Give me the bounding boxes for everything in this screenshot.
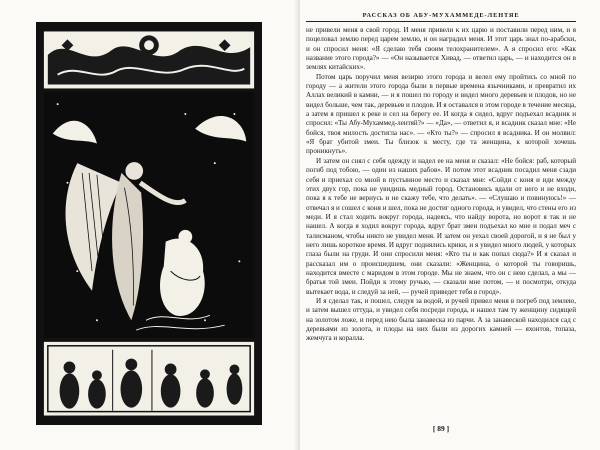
running-head: РАССКАЗ ОБ АБУ-МУХАММЕДЕ-ЛЕНТЯЕ bbox=[362, 12, 520, 19]
engraving-illustration bbox=[36, 22, 262, 425]
paragraph: И затем он снял с себя одежду и надел ее на меня и сказал: «Не бойся: раб, который погиб под тобою, — один из наших рабов». И потом этот всадник посадил меня сзади себя и приехал со мной в пустынное место и сказал мне: «Сойди с коня и иди между этих двух гор, пока не увидишь медный город. Остановись вдали от него и не входи, пока я к тебе не вернусь и не скажу тебе, что делать». — «Слушаю и повинуюсь!» — отвечал я и сошел с коня и шел, пока не достиг одного города, и увидел, что стены его из меди. И я стал ходить вокруг города, надеясь, что найду ворота, но ворот я так и не нашел. А когда я ходил вокруг города, вдруг брат змеи подъехал ко мне и подал меч с талисманом, чтобы никто не увидел меня. И затем он уехал своей дорогой, и я не был у него лишь короткое время. И вдруг поднялись крики, и я увидел много людей, у которых глаза были на груди. И они спросили меня: «Кто ты и как попал сюда?» И я сказал и рассказал им о происшедшем, они сказали: «Женщина, о которой ты говоришь, находится вместе с маридом в этом городе. Мы не знаем, что он с нею сделал, а мы — братья той змеи. Пойди к этому ручью, — сказали мне потом, — и посмотри, откуда вытекает вода, и следуй за ней, — ручей приведет тебя в город». bbox=[306, 156, 576, 296]
paragraph: Потом царь поручил меня везирю этого города и велел ему пройтись со мной по городу — а жители этого города были в первые времена язычниками, и превратил их Аллах великий в камни, — и я пошел по городу и видел много деревьев и плодов, но не видел больше, чем так, деревьев и плодов. И я оставался в этом городе в течение месяца, а затем я пришел к реке и сел на берегу ее. И когда я сидел, вдруг подъехал всадник и спросил: «Ты Абу-Мухаммед-лентяй?» — «Да», — ответил я, и всадник сказал мне: «Не бойся, твоя милость достигла нас». — «Кто ты?» — спросил я всадника. И он молвил: «Я брат убитой змеи. Ты близок к месту, где та женщина, к которой хочешь проникнуть». bbox=[306, 72, 576, 156]
running-head-rule bbox=[306, 21, 576, 22]
paragraph: не привели меня в свой город. И меня привели к их царю и поставили перед ним, и я поцеловал землю перед царем землю, и он наградил меня. И этот царь знал по-арабски, и он спросил меня: «Я сделаю тебя своим телохранителем». А я спросил его: «Как название этого города?» — «Он называется Хивад, — ответил царь, — и находится он в землях китайских». bbox=[306, 26, 576, 72]
engraving-artwork bbox=[38, 24, 260, 423]
body-text bbox=[306, 26, 576, 344]
page-number: [ 89 ] bbox=[432, 424, 450, 433]
paragraph: И я сделал так, и пошел, следуя за водой, и ручей привел меня в погреб под землею, и затем вышел оттуда, и увидел себя посреди города, и нашел там ту женщину сидящей на золотом ложе, и перед нею была занавеска из парчи. А за занавеской находился сад с деревьями из золота, и плоды на них были из дорогих камней — яхонтов, топаза, жемчуга и коралла. bbox=[306, 296, 576, 343]
